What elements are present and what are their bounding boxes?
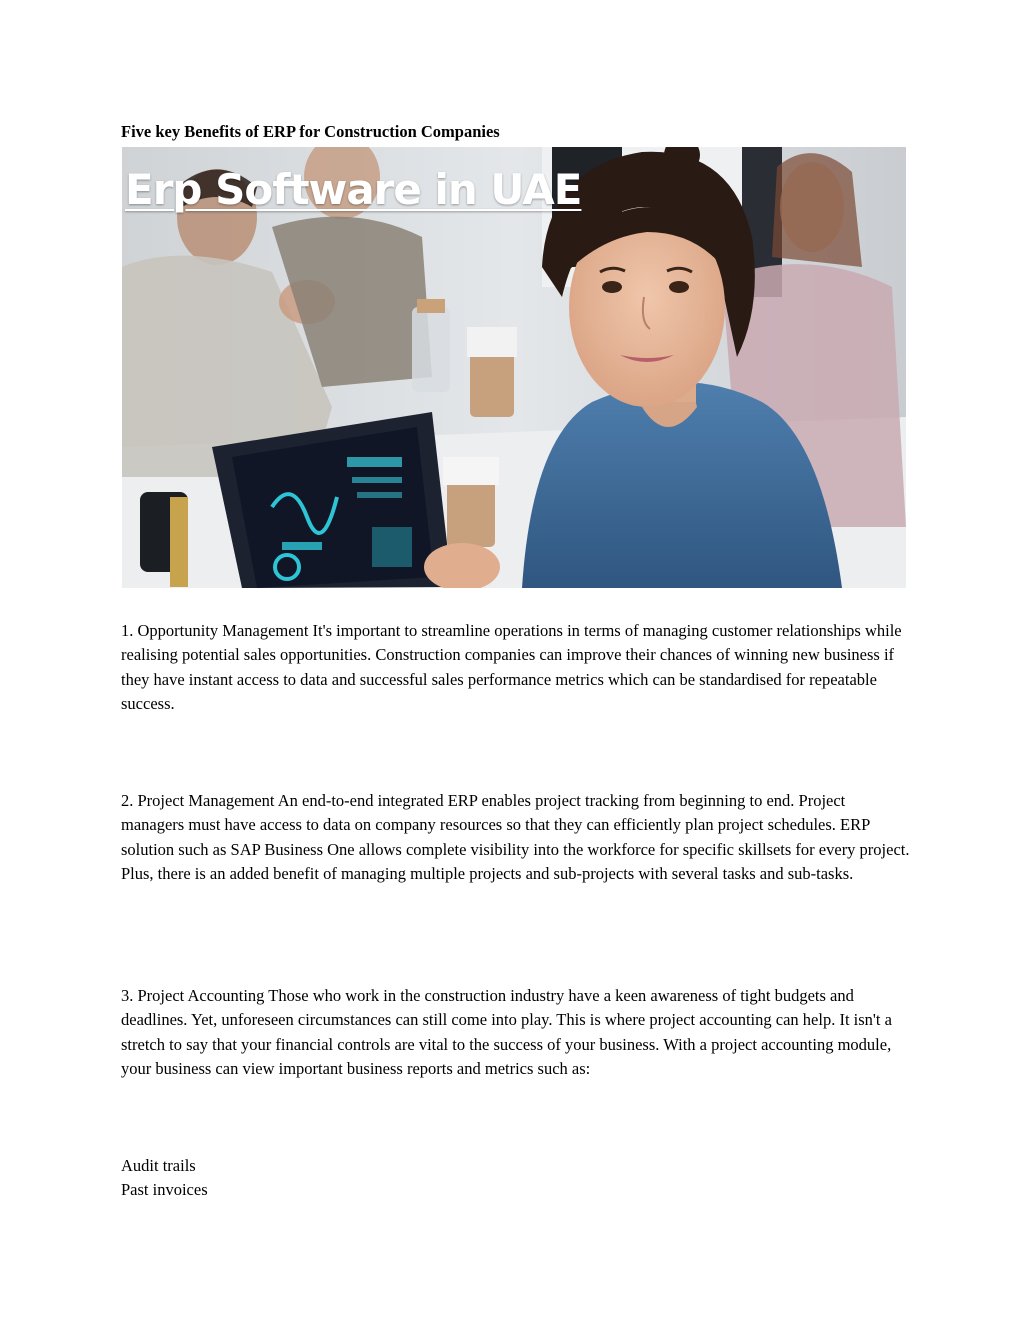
hero-caption: Erp Software in UAE (125, 165, 582, 214)
paragraph-project-management: 2. Project Management An end-to-end integrated ERP enables project tracking from beginning to end. Project managers must have access to data on company resources so that they can efficiently plan project schedules. ERP solution such as SAP Business One allows complete visibility into the workforce for specific skillsets for every project. Plus, there is an added benefit of managing multiple projects and sub-projects with several tasks and sub-tasks. (121, 791, 910, 883)
paragraph-project-accounting: 3. Project Accounting Those who work in the construction industry have a keen awareness of tight budgets and deadlines. Yet, unforeseen circumstances can still come into play. This is where project accounting can help. It isn't a stretch to say that your financial controls are vital to the success of your business. With a project accounting module, your business can view important business reports and metrics such as: (121, 986, 892, 1078)
paragraph-opportunity-management: 1. Opportunity Management It's important to streamline operations in terms of managing customer relationships while realising potential sales opportunities. Construction companies can improve their chances of winning new business if they have instant access to data and successful sales performance metrics which can be standardised for repeatable success. (121, 621, 902, 713)
metrics-list (121, 1154, 208, 1203)
list-item: Audit trails (121, 1156, 196, 1175)
document-title: Five key Benefits of ERP for Construction Companies (121, 122, 500, 141)
hero-image (122, 147, 906, 588)
list-item: Past invoices (121, 1180, 208, 1200)
